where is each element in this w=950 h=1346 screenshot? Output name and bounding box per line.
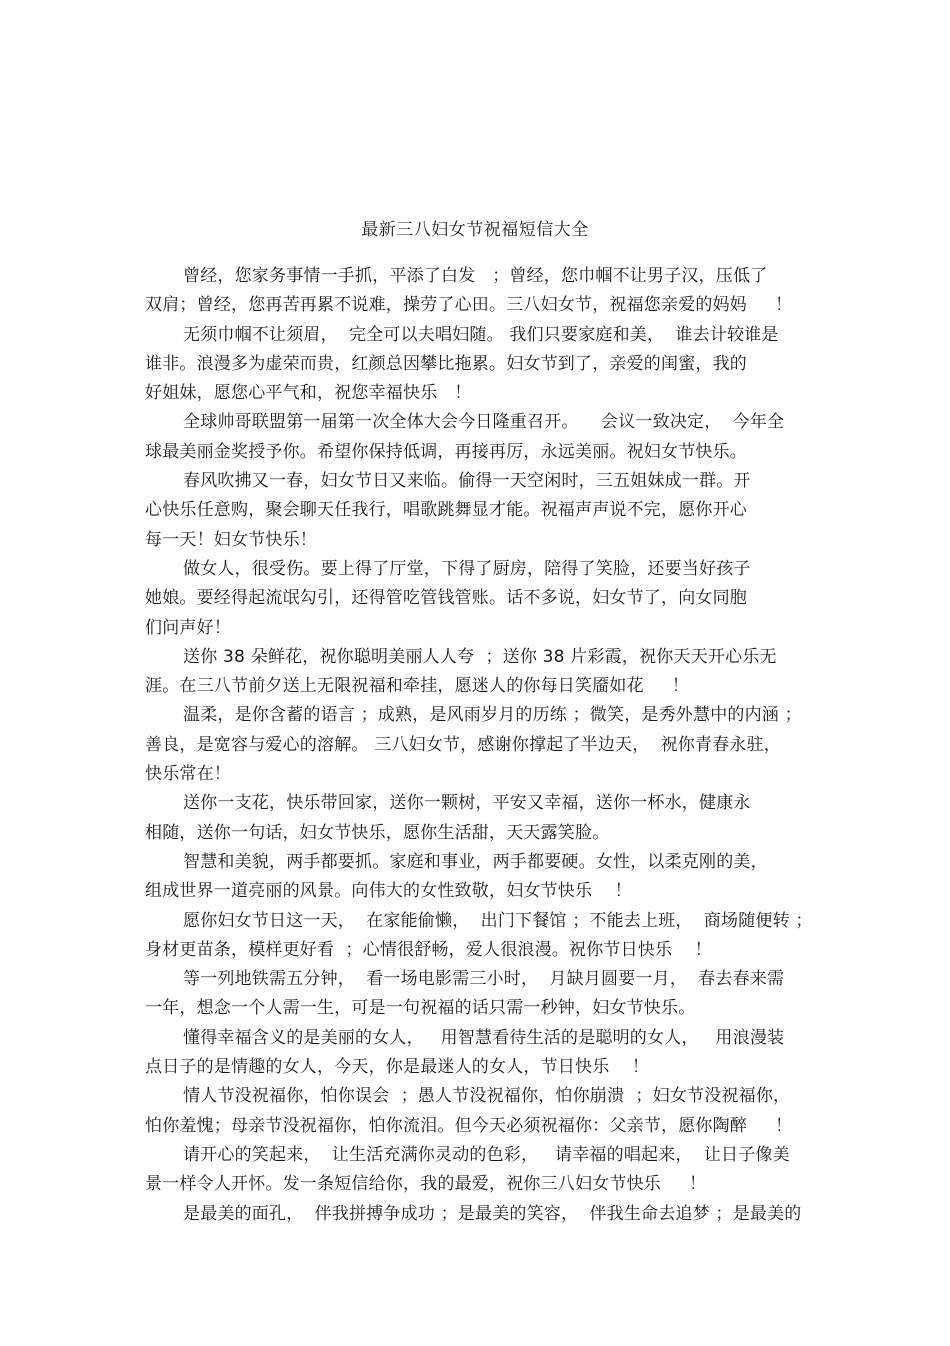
text-line: 每一天！妇女节快乐！ bbox=[145, 529, 317, 550]
text-line: 温柔，是你含蓄的语言 ；成熟，是风雨岁月的历练 ；微笑，是秀外慧中的内涵 ； bbox=[183, 705, 802, 726]
text-line: 谁非。浪漫多为虚荣而贵，红颜总因攀比拖累。妇女节到了，亲爱的闺蜜，我的 bbox=[145, 353, 747, 374]
text-line: 无须巾帼不让须眉， 完全可以夫唱妇随。 我们只要家庭和美， 谁去计较谁是 bbox=[183, 324, 779, 345]
text-line: 送你一支花，快乐带回家，送你一颗树，平安又幸福，送你一杯水，健康永 bbox=[183, 793, 751, 814]
text-line: 快乐常在！ bbox=[145, 764, 231, 785]
text-line: 懂得幸福含义的是美丽的女人， 用智慧看待生活的是聪明的女人， 用浪漫装 bbox=[183, 1027, 785, 1048]
document-body bbox=[145, 262, 813, 1229]
text-line: 送你 38 朵鲜花，祝你聪明美丽人人夸 ；送你 38 片彩霞，祝你天天开心乐无 bbox=[183, 646, 777, 667]
text-line: 智慧和美貌，两手都要抓。家庭和事业，两手都要硬。女性，以柔克刚的美， bbox=[183, 851, 768, 872]
text-line: 好姐妹，愿您心平气和，祝您幸福快乐 ！ bbox=[145, 383, 472, 404]
text-line: 怕你羞愧；母亲节没祝福你，怕你流泪。但今天必须祝福你：父亲节，愿你陶醉 ！ bbox=[145, 1115, 793, 1136]
text-line: 景一样令人开怀。发一条短信给你，我的最爱，祝你三八妇女节快乐 ！ bbox=[145, 1174, 707, 1195]
text-line: 愿你妇女节日这一天， 在家能偷懒， 出门下餐馆 ；不能去上班， 商场随便转 ； bbox=[183, 910, 813, 931]
text-line: 身材更苗条，模样更好看 ；心情很舒畅，爱人很浪漫。祝你节日快乐 ！ bbox=[145, 939, 712, 960]
text-line: 春风吹拂又一春，妇女节日又来临。偷得一天空闲时，三五姐妹成一群。开 bbox=[183, 471, 751, 492]
text-line: 情人节没祝福你，怕你误会 ；愚人节没祝福你，怕你崩溃 ；妇女节没祝福你， bbox=[183, 1086, 791, 1107]
text-line: 是最美的面孔， 伴我拼搏争成功 ；是最美的笑容， 伴我生命去追梦 ；是最美的 bbox=[183, 1203, 802, 1224]
text-line: 一年，想念一个人需一生，可是一句祝福的话只需一秒钟，妇女节快乐。 bbox=[145, 998, 696, 1019]
text-line: 双肩；曾经，您再苦再累不说难，操劳了心田。三八妇女节，祝福您亲爱的妈妈 ！ bbox=[145, 295, 793, 316]
text-line: 她娘。要经得起流氓勾引，还得管吃管钱管账。话不多说，妇女节了，向女同胞 bbox=[145, 588, 747, 609]
text-line: 请开心的笑起来， 让生活充满你灵动的色彩， 请幸福的唱起来， 让日子像美 bbox=[183, 1144, 790, 1165]
text-line: 点日子的是情趣的女人，今天，你是最迷人的女人，节日快乐 ！ bbox=[145, 1057, 650, 1078]
text-line: 全球帅哥联盟第一届第一次全体大会今日隆重召开。 会议一致决定， 今年全 bbox=[183, 412, 785, 433]
text-line: 曾经，您家务事情一手抓，平添了白发 ；曾经，您巾帼不让男子汉，压低了 bbox=[183, 266, 768, 286]
text-line: 球最美丽金奖授予你。希望你保持低调，再接再厉，永远美丽。祝妇女节快乐。 bbox=[145, 441, 747, 462]
text-line: 心快乐任意购，聚会聊天任我行，唱歌跳舞显才能。祝福声声说不完，愿你开心 bbox=[145, 500, 747, 521]
text-line: 善良，是宽容与爱心的溶解。 三八妇女节，感谢你撑起了半边天， 祝你青春永驻， bbox=[145, 734, 782, 755]
text-line: 们问声好！ bbox=[145, 617, 231, 638]
text-line: 等一列地铁需五分钟， 看一场电影需三小时， 月缺月圆要一月， 春去春来需 bbox=[183, 969, 785, 990]
text-line: 相随，送你一句话，妇女节快乐，愿你生活甜，天天露笑脸。 bbox=[145, 822, 610, 843]
text-line: 组成世界一道亮丽的风景。向伟大的女性致敬，妇女节快乐 ！ bbox=[145, 881, 632, 902]
text-line: 做女人，很受伤。要上得了厅堂，下得了厨房，陪得了笑脸，还要当好孩子 bbox=[183, 558, 751, 579]
document-title: 最新三八妇女节祝福短信大全 bbox=[361, 220, 589, 240]
text-line: 涯。在三八节前夕送上无限祝福和牵挂，愿迷人的你每日笑靥如花 ！ bbox=[145, 676, 690, 697]
